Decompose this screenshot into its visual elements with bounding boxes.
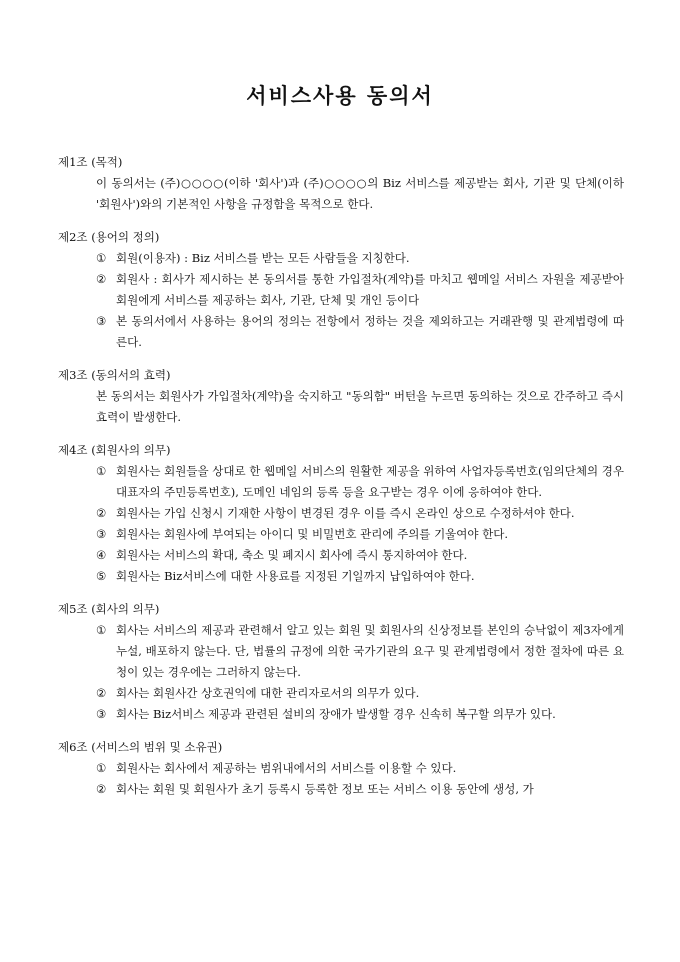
article-5 — [58, 599, 624, 725]
item-number: ② — [96, 686, 107, 700]
item-text: 회원(이용자) : Biz 서비스를 받는 모든 사람들을 지칭한다. — [116, 251, 410, 265]
article-heading: 제2조 (용어의 정의) — [58, 230, 160, 244]
article-item — [96, 269, 624, 311]
article-paragraph: 본 동의서는 회원사가 가입절차(계약)을 숙지하고 "동의함" 버턴을 누르면 동의하는 것으로 간주하고 즉시 효력이 발생한다. — [96, 389, 624, 424]
item-text: 회사는 서비스의 제공과 관련해서 알고 있는 회원 및 회원사의 신상정보를 본인의 승낙없이 제3자에게 누설, 배포하지 않는다. 단, 법률의 규정에 의한 국가기관의 요구 및 관계법령에서 정한 절차에 따른 요청이 있는 경우에는 그러하지 않는다. — [116, 623, 624, 679]
article-item — [96, 758, 624, 779]
item-number: ② — [96, 506, 107, 520]
item-text: 회원사는 서비스의 확대, 축소 및 폐지시 회사에 즉시 통지하여야 한다. — [116, 548, 468, 562]
article-item — [96, 524, 624, 545]
item-number: ① — [96, 623, 107, 637]
article-heading: 제1조 (목적) — [58, 155, 123, 169]
item-number: ③ — [96, 314, 107, 328]
item-text: 회원사는 회원사에 부여되는 아이디 및 비밀번호 관리에 주의를 기울여야 한다. — [116, 527, 509, 541]
article-item — [96, 683, 624, 704]
item-number: ⑤ — [96, 569, 107, 583]
article-heading: 제3조 (동의서의 효력) — [58, 368, 171, 382]
article-paragraph: 이 동의서는 (주)○○○○(이하 '회사')과 (주)○○○○의 Biz 서비스를 제공받는 회사, 기관 및 단체(이하 '회원사')와의 기본적인 사항을 규정함을 목적으로 한다. — [96, 176, 624, 211]
item-text: 본 동의서에서 사용하는 용어의 정의는 전항에서 정하는 것을 제외하고는 거래관행 및 관계법령에 따른다. — [116, 314, 624, 349]
item-number: ③ — [96, 707, 107, 721]
article-4 — [58, 440, 624, 587]
item-text: 회원사는 회사에서 제공하는 범위내에서의 서비스를 이용할 수 있다. — [116, 761, 457, 775]
item-text: 회사는 회원 및 회원사가 초기 등록시 등록한 정보 또는 서비스 이용 동안에 생성, 가 — [116, 782, 534, 796]
article-heading: 제6조 (서비스의 범위 및 소유권) — [58, 740, 223, 754]
item-number: ① — [96, 761, 107, 775]
item-text: 회사는 Biz서비스 제공과 관련된 설비의 장애가 발생할 경우 신속히 복구할 의무가 있다. — [116, 707, 556, 721]
article-heading: 제4조 (회원사의 의무) — [58, 443, 171, 457]
article-3 — [58, 365, 624, 428]
article-6 — [58, 737, 624, 800]
item-number: ① — [96, 464, 107, 478]
article-item — [96, 461, 624, 503]
article-item — [96, 503, 624, 524]
article-item — [96, 566, 624, 587]
article-item — [96, 620, 624, 683]
item-text: 회원사는 회원들을 상대로 한 웹메일 서비스의 원활한 제공을 위하여 사업자등록번호(임의단체의 경우 대표자의 주민등록번호), 도메인 네임의 등록 등을 요구받는 경우 이에 응하여야 한다. — [116, 464, 624, 499]
item-number: ③ — [96, 527, 107, 541]
article-2 — [58, 227, 624, 353]
item-number: ① — [96, 251, 107, 265]
item-text: 회사는 회원사간 상호권익에 대한 관리자로서의 의무가 있다. — [116, 686, 420, 700]
item-number: ② — [96, 272, 107, 286]
article-item — [96, 545, 624, 566]
article-heading: 제5조 (회사의 의무) — [58, 602, 160, 616]
item-number: ④ — [96, 548, 107, 562]
item-number: ② — [96, 782, 107, 796]
item-text: 회원사 : 회사가 제시하는 본 동의서를 통한 가입절차(계약)를 마치고 웹메일 서비스 자원을 제공받아 회원에게 서비스를 제공하는 회사, 기관, 단체 및 개인 등이다 — [116, 272, 624, 307]
article-item — [96, 248, 624, 269]
document-body — [58, 152, 624, 812]
article-item — [96, 311, 624, 353]
article-1 — [58, 152, 624, 215]
item-text: 회원사는 Biz서비스에 대한 사용료를 지정된 기일까지 납입하여야 한다. — [116, 569, 475, 583]
article-item — [96, 704, 624, 725]
article-item — [96, 779, 624, 800]
item-text: 회원사는 가입 신청시 기재한 사항이 변경된 경우 이를 즉시 온라인 상으로 수정하셔야 한다. — [116, 506, 575, 520]
document-title: 서비스사용 동의서 — [246, 83, 434, 108]
